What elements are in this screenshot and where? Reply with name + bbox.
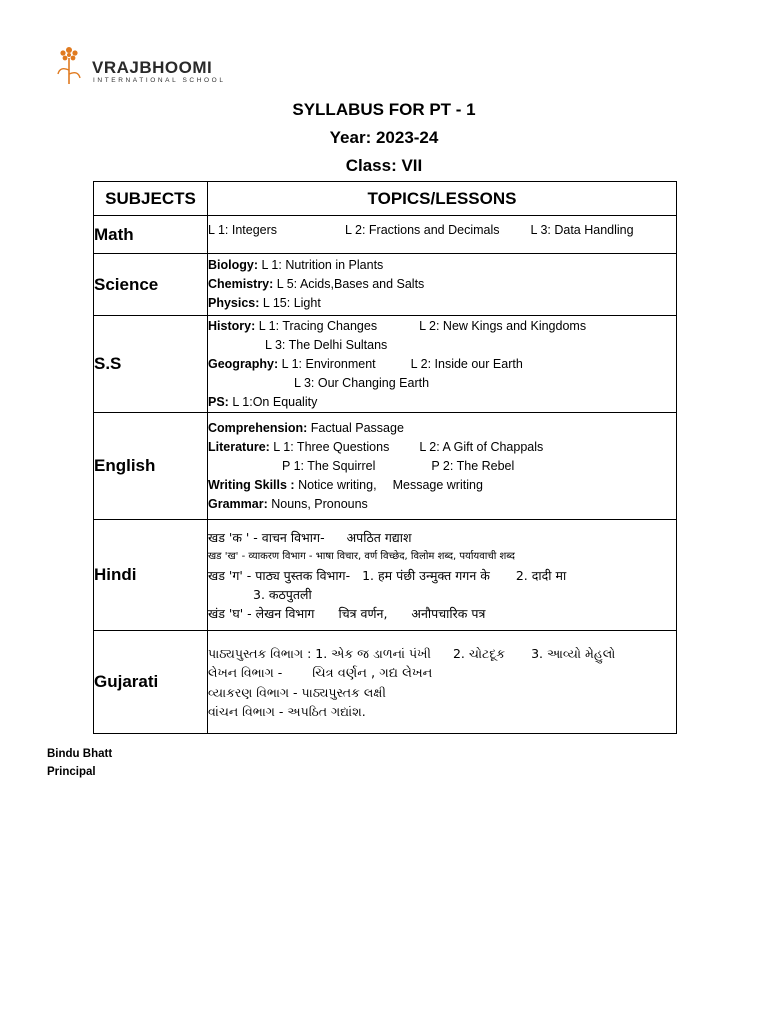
- math-l3: L 3: Data Handling: [530, 223, 634, 237]
- gujarati-writing-label: લેખન વિભાગ -: [208, 664, 283, 680]
- grammar-label: Grammar:: [208, 496, 268, 511]
- topics-gujarati: [208, 631, 677, 734]
- literature-l1: L 1: Three Questions: [269, 439, 390, 454]
- physics-topics: L 15: Light: [259, 296, 321, 310]
- syllabus-table: [93, 181, 677, 734]
- history-l2: L 2: New Kings and Kingdoms: [419, 318, 587, 333]
- hindi-section-ka: खड 'क ' - वाचन विभाग-: [208, 529, 325, 545]
- history-l3: L 3: The Delhi Sultans: [265, 337, 388, 352]
- literature-l2: L 2: A Gift of Chappals: [419, 439, 544, 454]
- geography-l3: L 3: Our Changing Earth: [294, 375, 430, 390]
- subject-hindi: Hindi: [94, 520, 208, 631]
- table-row-gujarati: [94, 631, 677, 734]
- topics-hindi: [208, 520, 677, 631]
- poem-p2: P 2: The Rebel: [431, 458, 515, 473]
- gujarati-lesson-2: 2. ચોટદૂક: [452, 645, 506, 661]
- comprehension-topics: Factual Passage: [307, 420, 404, 435]
- table-row-math: [94, 216, 677, 254]
- hindi-section-ga: खड 'ग' - पाठ्य पुस्तक विभाग-: [208, 567, 351, 583]
- table-row-english: [94, 413, 677, 520]
- subjects-header: SUBJECTS: [94, 182, 208, 216]
- topics-ss: [208, 316, 677, 413]
- logo-name: VRAJBHOOMI: [92, 58, 213, 77]
- gujarati-textbook: પાઠ્યપુસ્તક વિભાગ : 1. એક જ ડાળનાં પંખી: [208, 645, 431, 661]
- comprehension-label: Comprehension:: [208, 420, 308, 435]
- chemistry-label: Chemistry:: [208, 277, 274, 291]
- geography-label: Geography:: [208, 356, 279, 371]
- table-header-row: [94, 182, 677, 216]
- topics-english: [208, 413, 677, 520]
- gujarati-grammar: વ્યાકરણ વિભાગ - પાઠ્યપુસ્તક લક્ષી: [208, 684, 386, 700]
- poem-p1: P 1: The Squirrel: [282, 458, 376, 473]
- table-row-ss: [94, 316, 677, 413]
- biology-label: Biology:: [208, 258, 258, 272]
- flower-logo-icon: [52, 44, 86, 86]
- hindi-writing-1: चित्र वर्णन,: [338, 605, 388, 621]
- topics-header: TOPICS/LESSONS: [208, 182, 677, 216]
- biology-topics: L 1: Nutrition in Plants: [258, 258, 384, 272]
- ps-label: PS:: [208, 394, 229, 409]
- geography-l2: L 2: Inside our Earth: [410, 356, 523, 371]
- writing-skill-2: Message writing: [392, 477, 483, 492]
- topics-math: [208, 216, 677, 254]
- subject-ss: S.S: [94, 316, 208, 413]
- hindi-section-gha: खंड 'घ' - लेखन विभाग: [208, 605, 315, 621]
- gujarati-lesson-3: 3. આવ્યો મેહુલો: [531, 645, 616, 661]
- subject-english: English: [94, 413, 208, 520]
- hindi-section-ka-topic: अपठित गद्याश: [346, 529, 412, 545]
- gujarati-reading: વાંચન વિભાગ - અપઠિત ગદ્યાંશ.: [208, 703, 366, 719]
- hindi-lesson-2: 2. दादी मा: [515, 567, 567, 583]
- signatory-name: Bindu Bhatt: [47, 748, 113, 760]
- grammar-topics: Nouns, Pronouns: [267, 496, 368, 511]
- writing-skill-1: Notice writing,: [294, 477, 377, 492]
- ps-topics: L 1:On Equality: [228, 394, 318, 409]
- page-title: SYLLABUS FOR PT - 1: [292, 100, 476, 119]
- physics-label: Physics:: [208, 296, 260, 310]
- table-row-science: [94, 254, 677, 316]
- hindi-writing-2: अनौपचारिक पत्र: [411, 605, 486, 621]
- school-logo: [52, 44, 242, 88]
- literature-label: Literature:: [208, 439, 270, 454]
- subject-gujarati: Gujarati: [94, 631, 208, 734]
- math-l2: L 2: Fractions and Decimals: [345, 223, 500, 237]
- writing-skills-label: Writing Skills :: [208, 477, 295, 492]
- hindi-lesson-3: 3. कठपुतली: [253, 586, 312, 602]
- geography-l1: L 1: Environment: [278, 356, 376, 371]
- table-row-hindi: [94, 520, 677, 631]
- math-l1: L 1: Integers: [208, 223, 278, 237]
- hindi-section-kha: खड 'ख' - व्याकरण विभाग - भाषा विचार, वर्ण विच्छेद, विलोम शब्द, पर्यायवाची शब्द: [208, 550, 515, 562]
- history-label: History:: [208, 318, 256, 333]
- gujarati-writing-topics: ચિત્ર વર્ણન , ગદ્ય લેખન: [312, 665, 433, 681]
- hindi-lesson-1: 1. हम पंछी उन्मुक्त गगन के: [362, 567, 490, 583]
- logo-subtitle: INTERNATIONAL SCHOOL: [93, 77, 226, 84]
- subject-science: Science: [94, 254, 208, 316]
- history-l1: L 1: Tracing Changes: [255, 318, 378, 333]
- chemistry-topics: L 5: Acids,Bases and Salts: [273, 277, 425, 291]
- subject-math: Math: [94, 216, 208, 254]
- signatory-title: Principal: [47, 766, 96, 778]
- topics-science: [208, 254, 677, 316]
- page-class: Class: VII: [345, 156, 423, 175]
- page-year: Year: 2023-24: [329, 128, 439, 147]
